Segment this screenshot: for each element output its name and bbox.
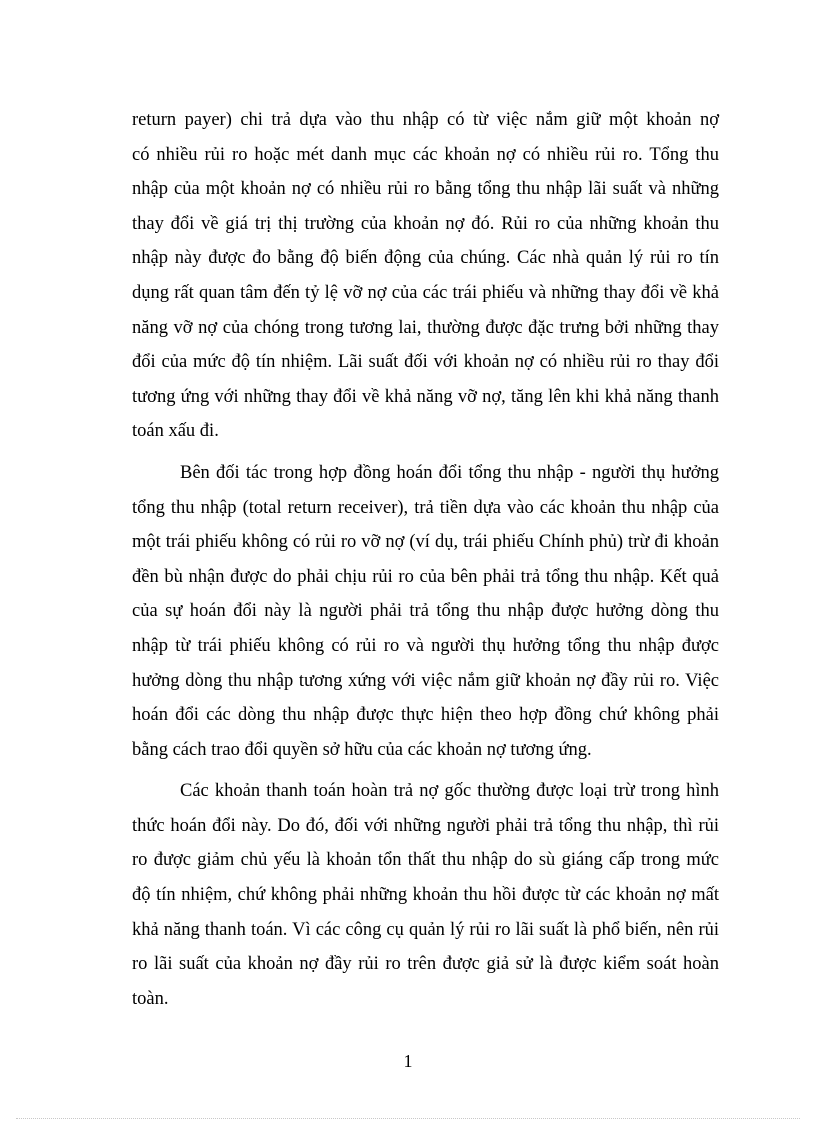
paragraph-line: đổi của mức độ tín nhiệm. Lãi suất đối với khoản nợ có nhiều rủi ro thay đổi xyxy=(132,352,719,373)
paragraph-line: Các khoản thanh toán hoàn trả nợ gốc thường được loại trừ trong hình xyxy=(180,781,719,802)
paragraph-line: dụng rất quan tâm đến tỷ lệ vỡ nợ của các trái phiếu và những thay đổi về khả xyxy=(132,282,719,303)
paragraph-line: tương ứng với những thay đổi về khả năng vỡ nợ, tăng lên khi khả năng thanh xyxy=(132,386,719,407)
paragraph-line: toàn. xyxy=(132,988,169,1009)
paragraph-line: toán xấu đi. xyxy=(132,421,219,442)
paragraph-line: một trái phiếu không có rủi ro vỡ nợ (ví dụ, trái phiếu Chính phủ) trừ đi khoản xyxy=(132,532,719,553)
page-number: 1 xyxy=(403,1051,413,1071)
paragraph-line: tổng thu nhập (total return receiver), trả tiền dựa vào các khoản thu nhập của xyxy=(132,497,719,518)
paragraph-line: bằng cách trao đổi quyền sở hữu của các khoản nợ tương ứng. xyxy=(132,739,592,760)
paragraph-line: có nhiều rủi ro hoặc mét danh mục các khoản nợ có nhiều rủi ro. Tổng thu xyxy=(132,144,719,165)
paragraph-line: return payer) chi trả dựa vào thu nhập có từ việc nắm giữ một khoản nợ xyxy=(132,110,719,130)
paragraph-line: đền bù nhận được do phải chịu rủi ro của bên phải trả tổng thu nhập. Kết quả xyxy=(132,566,719,587)
body-text xyxy=(132,103,719,1016)
paragraph-line: nhập của một khoản nợ có nhiều rủi ro bằng tổng thu nhập lãi suất và những xyxy=(132,179,719,200)
paragraph-line: hoán đổi các dòng thu nhập được thực hiện theo hợp đồng chứ không phải xyxy=(132,705,719,726)
paragraph-line: nhập từ trái phiếu không có rủi ro và người thụ hưởng tổng thu nhập được xyxy=(132,635,719,656)
paragraph-line: độ tín nhiệm, chứ không phải những khoản thu hồi được từ các khoản nợ mất xyxy=(132,885,719,906)
page-bottom-border xyxy=(16,1118,800,1119)
paragraph-2 xyxy=(132,456,719,767)
paragraph-spacing xyxy=(132,449,719,456)
paragraph-spacing xyxy=(132,767,719,774)
paragraph-line: ro được giảm chủ yếu là khoản tổn thất thu nhập do sù giáng cấp trong mức xyxy=(132,850,719,871)
paragraph-line: thay đổi về giá trị thị trường của khoản nợ đó. Rủi ro của những khoản thu xyxy=(132,213,719,234)
paragraph-line: khả năng thanh toán. Vì các công cụ quản lý rủi ro lãi suất là phổ biến, nên rủi xyxy=(132,919,719,940)
paragraph-3 xyxy=(132,774,719,1016)
paragraph-line: ro lãi suất của khoản nợ đầy rủi ro trên được giả sử là được kiểm soát hoàn xyxy=(132,954,719,975)
paragraph-line: năng vỡ nợ của chóng trong tương lai, thường được đặc trưng bởi những thay xyxy=(132,317,719,338)
paragraph-line: của sự hoán đổi này là người phải trả tổng thu nhập được hưởng dòng thu xyxy=(132,601,719,622)
paragraph-line: thức hoán đổi này. Do đó, đối với những người phải trả tổng thu nhập, thì rủi xyxy=(132,815,719,836)
paragraph-line: Bên đối tác trong hợp đồng hoán đổi tổng thu nhập - người thụ hưởng xyxy=(180,462,719,483)
paragraph-1 xyxy=(132,103,719,449)
paragraph-line: hưởng dòng thu nhập tương xứng với việc nắm giữ khoản nợ đầy rủi ro. Việc xyxy=(132,670,719,691)
paragraph-line: nhập này được đo bằng độ biến động của chúng. Các nhà quản lý rủi ro tín xyxy=(132,248,719,269)
